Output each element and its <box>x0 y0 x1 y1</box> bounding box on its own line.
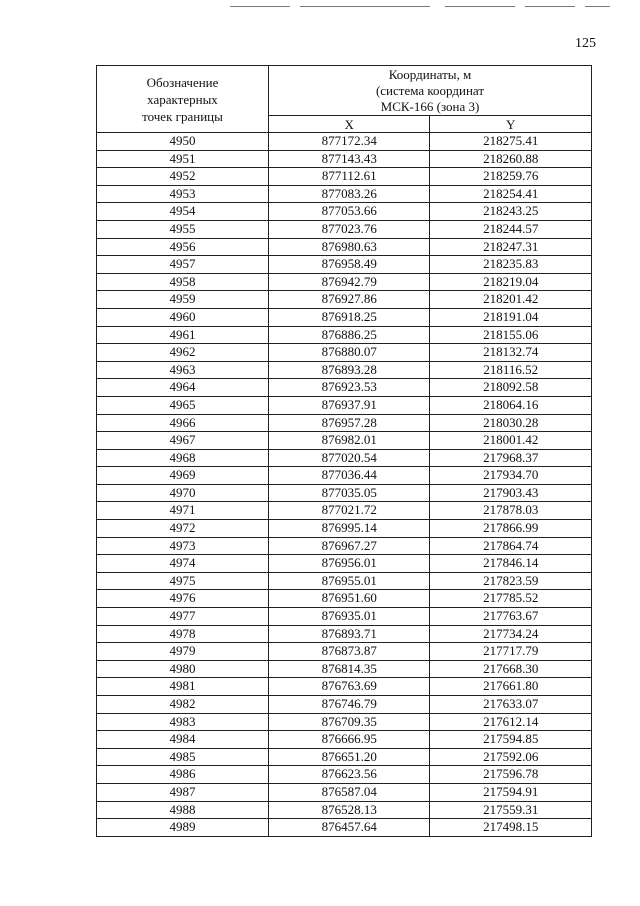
table-row <box>97 379 592 397</box>
y-coordinate-cell: 217594.85 <box>430 731 592 749</box>
table-row <box>97 256 592 274</box>
point-id-cell: 4976 <box>97 590 269 608</box>
page-number: 125 <box>575 36 596 51</box>
table-row <box>97 273 592 291</box>
point-id-cell: 4974 <box>97 555 269 573</box>
point-id-cell: 4965 <box>97 396 269 414</box>
y-coordinate-cell: 217612.14 <box>430 713 592 731</box>
point-id-cell: 4955 <box>97 220 269 238</box>
point-id-cell: 4989 <box>97 819 269 837</box>
table-row <box>97 783 592 801</box>
y-coordinate-cell: 218191.04 <box>430 308 592 326</box>
table-row <box>97 590 592 608</box>
x-coordinate-cell: 876923.53 <box>268 379 430 397</box>
x-coordinate-cell: 876873.87 <box>268 643 430 661</box>
x-coordinate-cell: 877021.72 <box>268 502 430 520</box>
y-coordinate-cell: 217633.07 <box>430 696 592 714</box>
x-coordinate-cell: 876980.63 <box>268 238 430 256</box>
point-id-cell: 4973 <box>97 537 269 555</box>
x-coordinate-cell: 876623.56 <box>268 766 430 784</box>
x-coordinate-cell: 876746.79 <box>268 696 430 714</box>
header-coordinates-line: Координаты, м <box>388 67 472 82</box>
table-row <box>97 713 592 731</box>
table-row <box>97 608 592 626</box>
point-id-cell: 4959 <box>97 291 269 309</box>
y-coordinate-cell: 218243.25 <box>430 203 592 221</box>
point-id-cell: 4961 <box>97 326 269 344</box>
y-coordinate-cell: 218001.42 <box>430 432 592 450</box>
table-row <box>97 801 592 819</box>
point-id-cell: 4985 <box>97 748 269 766</box>
x-coordinate-cell: 876886.25 <box>268 326 430 344</box>
x-coordinate-cell: 876951.60 <box>268 590 430 608</box>
point-id-cell: 4983 <box>97 713 269 731</box>
table-row <box>97 537 592 555</box>
scan-artifact-line <box>300 6 430 7</box>
table-row <box>97 449 592 467</box>
point-id-cell: 4957 <box>97 256 269 274</box>
point-id-cell: 4988 <box>97 801 269 819</box>
header-designation-line: точек границы <box>142 108 223 124</box>
y-coordinate-cell: 218201.42 <box>430 291 592 309</box>
x-coordinate-cell: 877083.26 <box>268 185 430 203</box>
x-coordinate-cell: 876927.86 <box>268 291 430 309</box>
header-designation-line: Обозначение <box>146 74 219 90</box>
point-id-cell: 4978 <box>97 625 269 643</box>
table-row <box>97 168 592 186</box>
y-coordinate-cell: 217763.67 <box>430 608 592 626</box>
y-coordinate-cell: 217498.15 <box>430 819 592 837</box>
table-row <box>97 291 592 309</box>
point-id-cell: 4952 <box>97 168 269 186</box>
x-coordinate-cell: 876587.04 <box>268 783 430 801</box>
point-id-cell: 4975 <box>97 572 269 590</box>
x-coordinate-cell: 876958.49 <box>268 256 430 274</box>
x-coordinate-cell: 876942.79 <box>268 273 430 291</box>
y-coordinate-cell: 218030.28 <box>430 414 592 432</box>
point-id-cell: 4950 <box>97 133 269 151</box>
point-id-cell: 4987 <box>97 783 269 801</box>
header-designation-line: характерных <box>147 91 218 107</box>
scan-artifact-line <box>445 6 515 7</box>
x-coordinate-cell: 876880.07 <box>268 344 430 362</box>
table-row <box>97 731 592 749</box>
y-coordinate-cell: 217878.03 <box>430 502 592 520</box>
y-coordinate-cell: 217661.80 <box>430 678 592 696</box>
point-id-cell: 4971 <box>97 502 269 520</box>
x-coordinate-cell: 876893.28 <box>268 361 430 379</box>
coordinates-table <box>96 65 592 837</box>
y-coordinate-cell: 218247.31 <box>430 238 592 256</box>
y-coordinate-cell: 218260.88 <box>430 150 592 168</box>
y-coordinate-cell: 217968.37 <box>430 449 592 467</box>
x-coordinate-cell: 876666.95 <box>268 731 430 749</box>
point-id-cell: 4956 <box>97 238 269 256</box>
x-coordinate-cell: 877020.54 <box>268 449 430 467</box>
point-id-cell: 4970 <box>97 484 269 502</box>
table-row <box>97 625 592 643</box>
header-coordinates-line: (система координат <box>375 83 485 98</box>
point-id-cell: 4968 <box>97 449 269 467</box>
point-id-cell: 4984 <box>97 731 269 749</box>
point-id-cell: 4966 <box>97 414 269 432</box>
point-id-cell: 4962 <box>97 344 269 362</box>
table-row <box>97 502 592 520</box>
point-id-cell: 4954 <box>97 203 269 221</box>
table-body <box>97 133 592 837</box>
table-row <box>97 819 592 837</box>
x-coordinate-cell: 876995.14 <box>268 520 430 538</box>
header-x: X <box>268 116 430 133</box>
x-coordinate-cell: 876457.64 <box>268 819 430 837</box>
y-coordinate-cell: 218116.52 <box>430 361 592 379</box>
point-id-cell: 4980 <box>97 660 269 678</box>
y-coordinate-cell: 217846.14 <box>430 555 592 573</box>
x-coordinate-cell: 876967.27 <box>268 537 430 555</box>
scan-artifact-line <box>585 6 610 7</box>
table-row <box>97 678 592 696</box>
x-coordinate-cell: 876528.13 <box>268 801 430 819</box>
table-row <box>97 308 592 326</box>
header-coordinates <box>268 66 591 116</box>
y-coordinate-cell: 218219.04 <box>430 273 592 291</box>
y-coordinate-cell: 218259.76 <box>430 168 592 186</box>
y-coordinate-cell: 218132.74 <box>430 344 592 362</box>
point-id-cell: 4953 <box>97 185 269 203</box>
y-coordinate-cell: 217934.70 <box>430 467 592 485</box>
x-coordinate-cell: 877035.05 <box>268 484 430 502</box>
table-row <box>97 361 592 379</box>
y-coordinate-cell: 218155.06 <box>430 326 592 344</box>
point-id-cell: 4963 <box>97 361 269 379</box>
x-coordinate-cell: 876893.71 <box>268 625 430 643</box>
y-coordinate-cell: 218254.41 <box>430 185 592 203</box>
x-coordinate-cell: 876709.35 <box>268 713 430 731</box>
table-row <box>97 432 592 450</box>
y-coordinate-cell: 217594.91 <box>430 783 592 801</box>
table-row <box>97 643 592 661</box>
header-coordinates-line: МСК-166 (зона 3) <box>380 99 480 114</box>
table-row <box>97 220 592 238</box>
x-coordinate-cell: 876982.01 <box>268 432 430 450</box>
y-coordinate-cell: 217717.79 <box>430 643 592 661</box>
point-id-cell: 4977 <box>97 608 269 626</box>
x-coordinate-cell: 877112.61 <box>268 168 430 186</box>
x-coordinate-cell: 876814.35 <box>268 660 430 678</box>
x-coordinate-cell: 877023.76 <box>268 220 430 238</box>
point-id-cell: 4981 <box>97 678 269 696</box>
x-coordinate-cell: 876763.69 <box>268 678 430 696</box>
x-coordinate-cell: 877036.44 <box>268 467 430 485</box>
point-id-cell: 4964 <box>97 379 269 397</box>
x-coordinate-cell: 876918.25 <box>268 308 430 326</box>
y-coordinate-cell: 217668.30 <box>430 660 592 678</box>
scan-artifact-line <box>230 6 290 7</box>
x-coordinate-cell: 876937.91 <box>268 396 430 414</box>
y-coordinate-cell: 218244.57 <box>430 220 592 238</box>
point-id-cell: 4982 <box>97 696 269 714</box>
point-id-cell: 4960 <box>97 308 269 326</box>
x-coordinate-cell: 876955.01 <box>268 572 430 590</box>
y-coordinate-cell: 217785.52 <box>430 590 592 608</box>
point-id-cell: 4986 <box>97 766 269 784</box>
y-coordinate-cell: 217864.74 <box>430 537 592 555</box>
y-coordinate-cell: 217903.43 <box>430 484 592 502</box>
y-coordinate-cell: 217823.59 <box>430 572 592 590</box>
table-row <box>97 555 592 573</box>
table-row <box>97 660 592 678</box>
x-coordinate-cell: 876956.01 <box>268 555 430 573</box>
point-id-cell: 4967 <box>97 432 269 450</box>
x-coordinate-cell: 876651.20 <box>268 748 430 766</box>
table-row <box>97 203 592 221</box>
y-coordinate-cell: 218275.41 <box>430 133 592 151</box>
y-coordinate-cell: 218235.83 <box>430 256 592 274</box>
scan-artifact-line <box>525 6 575 7</box>
table-row <box>97 150 592 168</box>
table-row <box>97 467 592 485</box>
header-designation <box>97 66 269 133</box>
y-coordinate-cell: 217596.78 <box>430 766 592 784</box>
y-coordinate-cell: 218064.16 <box>430 396 592 414</box>
y-coordinate-cell: 217866.99 <box>430 520 592 538</box>
x-coordinate-cell: 876957.28 <box>268 414 430 432</box>
y-coordinate-cell: 217559.31 <box>430 801 592 819</box>
table-row <box>97 133 592 151</box>
y-coordinate-cell: 217734.24 <box>430 625 592 643</box>
header-y: Y <box>430 116 592 133</box>
x-coordinate-cell: 877172.34 <box>268 133 430 151</box>
x-coordinate-cell: 876935.01 <box>268 608 430 626</box>
x-coordinate-cell: 877053.66 <box>268 203 430 221</box>
point-id-cell: 4972 <box>97 520 269 538</box>
table-row <box>97 572 592 590</box>
table-row <box>97 185 592 203</box>
y-coordinate-cell: 218092.58 <box>430 379 592 397</box>
point-id-cell: 4958 <box>97 273 269 291</box>
point-id-cell: 4969 <box>97 467 269 485</box>
point-id-cell: 4951 <box>97 150 269 168</box>
table-row <box>97 520 592 538</box>
table-row <box>97 484 592 502</box>
point-id-cell: 4979 <box>97 643 269 661</box>
table-row <box>97 396 592 414</box>
table-row <box>97 326 592 344</box>
table-row <box>97 344 592 362</box>
y-coordinate-cell: 217592.06 <box>430 748 592 766</box>
x-coordinate-cell: 877143.43 <box>268 150 430 168</box>
table-row <box>97 696 592 714</box>
table-row <box>97 238 592 256</box>
table-row <box>97 766 592 784</box>
table-row <box>97 748 592 766</box>
table-row <box>97 414 592 432</box>
